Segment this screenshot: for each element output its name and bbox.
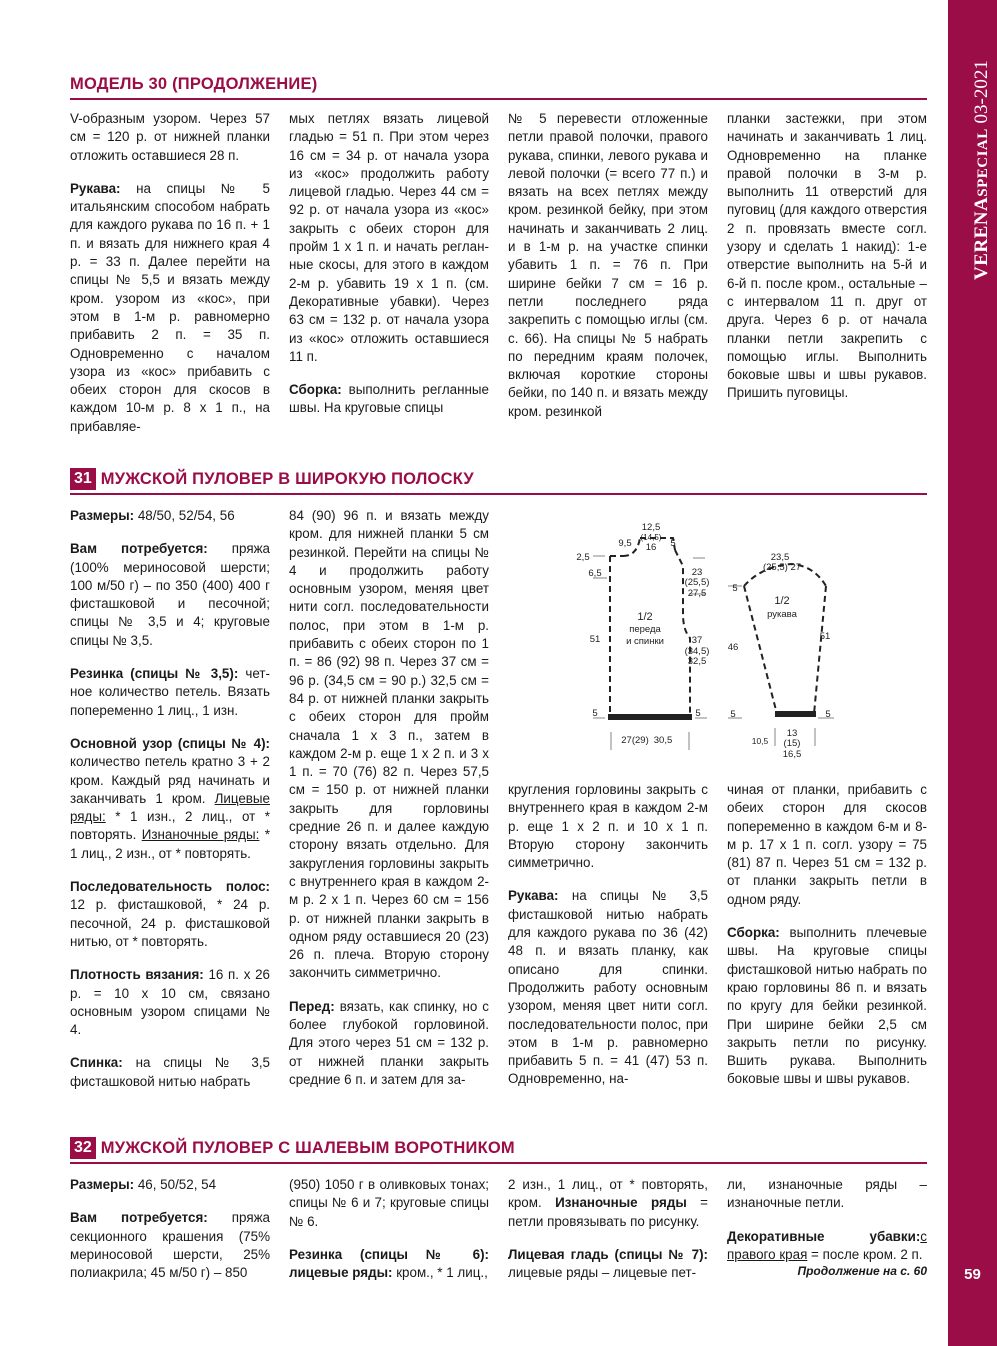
svg-text:16,5: 16,5 (782, 749, 802, 760)
paragraph-heading: Лицевая гладь (спицы № 7): (508, 1246, 708, 1262)
svg-text:10,5: 10,5 (751, 736, 769, 746)
paragraph-heading: Плотность вязания: (70, 967, 204, 983)
body-rib-band (608, 714, 692, 720)
section-31-col-2 (289, 507, 489, 1089)
svg-text:32,5: 32,5 (687, 656, 707, 667)
paragraph-text: на спицы № 5 итальянским способом набрать для каждого рукава по 16 п. + 1 п. и вязать для нижнего края 4 р. = 33 п. Далее перейти на спицы № 5,5 и вязать между кром. узором из «кос», при этом в 1-м р. равномерно прибавить 2 п. = 35 п. Одновременно с началом узора из «кос» прибавить с обеих сторон для скосов в каждом 10-м р. 8 х 1 п., на прибавляе- (70, 180, 270, 434)
section-32-number: 32 (70, 1137, 96, 1159)
paragraph-text: = после кром. 2 п. (807, 1246, 923, 1262)
paragraph (508, 887, 708, 1088)
svg-text:27(29): 27(29) (621, 735, 649, 746)
paragraph-heading: Изнаночные ряды (555, 1195, 687, 1211)
svg-text:5: 5 (592, 708, 598, 719)
paragraph (289, 998, 489, 1089)
section-32-header (70, 1137, 927, 1164)
paragraph (70, 665, 270, 720)
svg-text:(34,5): (34,5) (684, 646, 710, 657)
paragraph (289, 381, 489, 418)
section-30-title: МОДЕЛЬ 30 (ПРОДОЛЖЕНИЕ) (70, 75, 318, 93)
paragraph: (950) 1050 г в оливковых тонах; спицы № 6 и 7; круговые спицы № 6. (289, 1177, 489, 1229)
paragraph (727, 924, 927, 1089)
paragraph-heading: Размеры: (70, 508, 135, 523)
paragraph-heading: Размеры: (70, 1177, 135, 1192)
svg-text:5: 5 (670, 538, 676, 549)
brand-block (948, 55, 997, 295)
underlined-term: Изнаночные ряды: (141, 827, 260, 843)
underlined-term: Лицевые ряды: (70, 790, 270, 825)
section-30-header (70, 73, 927, 100)
continued-note: Продолжение на с. 60 (797, 1264, 927, 1278)
paragraph: 84 (90) 96 п. и вязать между кром. для нижней планки 5 см резинкой. Перейти на спицы № 4 и продолжить работу основным узором, меняя цвет нити согл. последовательности полос, при этом в 1-м р. прибавить с обеих сторон по 1 п. = 86 (92) 98 п. Через 37 см = 96 р. (34,5 см = 90 р.) 32,5 см = 84 р. от нижней планки закрыть с обеих сторон для пройм сначала 1 х 3 п., затем в каждом 2-м р. еще 1 х 2 п. и 3 х 1 п. = 70 (76) 82 п. Через 57,5 см = 150 р. от нижней планки закрыть для горловины средние 26 п. и далее каждую сторону вязать отдельно. Для закругления горловины закрыть с внутреннего края в каждом 2-м р. 2 х 1 п. Через 60 см = 156 р. от нижней планки закрыть в одном ряду оставшиеся 20 (23) 26 п. плеча. Вторую сторону закончить симметрично. (289, 508, 489, 981)
paragraph-text: на спицы № 3,5 фисташковой нитью набрать (70, 1055, 270, 1089)
section-32-col-1 (70, 1176, 270, 1282)
paragraph-text: четное количество петель. Вязать попеременно 1 лиц., 1 изн. (70, 666, 270, 718)
paragraph-heading: Перед: (289, 998, 335, 1014)
section-31-title: МУЖСКОЙ ПУЛОВЕР В ШИРОКУЮ ПОЛОСКУ (100, 470, 474, 488)
paragraph (70, 878, 270, 951)
paragraph-text: вязать, как спинку, но с более глубокой горловиной. Для этого через 51 см = 132 р. от нижней планки закрыть средние 6 п. и затем для за- (289, 998, 489, 1087)
svg-text:51: 51 (589, 634, 601, 645)
paragraph: планки застежки, при этом начинать и заканчивать 1 лиц. Одновременно на планке правой полочки в 3-м р. выполнить 11 отверстий для пуговиц (для каждого отверстия 2 п. провязать вместе согл. узору и сделать 1 накид): 1-е отверстие выполнить на 5-й и 6-й п. после кром., остальные – с интервалом 11 п. друг от друга. Через 6 р. от начала планки петли закрепить с помощью иглы. Выполнить боковые швы и швы рукавов. Пришить пуговицы. (727, 111, 927, 401)
paragraph-heading: Сборка: (289, 382, 342, 398)
underlined-term: с правого края (727, 1228, 927, 1262)
paragraph-heading: Вам потребуется: (70, 1210, 208, 1226)
svg-text:1/2: 1/2 (774, 595, 790, 607)
paragraph (70, 735, 270, 863)
svg-text:37: 37 (691, 635, 703, 646)
section-31-col-3 (508, 781, 708, 1089)
paragraph-text: пряжа (100% мериносовой шерсти; 100 м/50 г) – по 350 (400) 400 г фисташковой и песочной; спицы № 3,5 и 4; круговые спицы № 3,5. (70, 541, 270, 648)
sleeve-schematic (722, 546, 842, 766)
paragraph-text: кром., * 1 лиц., (392, 1265, 488, 1281)
paragraph-text: 48/50, 52/54, 56 (134, 508, 235, 523)
paragraph-text: лицевые ряды – лицевые пет- (508, 1265, 697, 1281)
svg-text:2,5: 2,5 (576, 552, 590, 563)
svg-text:46: 46 (727, 642, 739, 653)
section-32-col-2 (289, 1176, 489, 1282)
paragraph (508, 1246, 708, 1283)
paragraph (70, 1176, 270, 1194)
body-schematic (565, 518, 715, 763)
paragraph-text: 12 р. фисташковой, * 24 р. песочной, 24 р. фисташковой нитью, от * повторять. (70, 897, 270, 949)
paragraph-text: выполнить плечевые швы. На круговые спицы фисташковой нитью набрать по краю горловины 86 п. и вязать по кругу для бейки резинкой. При ширине бейки 2,5 см закрыть петли по рисунку. Вшить рукава. Выполнить боковые швы и швы рукавов. (727, 925, 927, 1087)
svg-text:23: 23 (691, 567, 703, 578)
section-30-col-1 (70, 110, 270, 436)
svg-text:(25,5) 27: (25,5) 27 (762, 562, 802, 573)
page-number: 59 (964, 1266, 981, 1283)
paragraph (508, 1176, 708, 1231)
paragraph-text: на спицы № 3,5 фисташковой нитью набрать для каждого рукава по 36 (42) 48 п. и вязать планку, как описано для спинки. Продолжить работу основным узором, меняя цвет нити согл. последовательности полос, при этом в 1-м р. равномерно прибавить 5 п. = 41 (47) 53 п. Одновременно, на- (508, 888, 708, 1087)
svg-text:рукава: рукава (767, 609, 797, 620)
section-31-number: 31 (70, 468, 96, 490)
svg-text:9,5: 9,5 (618, 538, 632, 549)
paragraph-text: 2 изн., 1 лиц., от * повторять, кром. (508, 1177, 708, 1211)
svg-text:12,5: 12,5 (641, 522, 661, 533)
svg-text:(15): (15) (783, 738, 801, 749)
svg-text:5: 5 (825, 709, 831, 720)
paragraph: чиная от планки, прибавить с обеих сторон для скосов попеременно в каждом 6-м и 8-м р. 17 х 1 п. согл. узору = 75 (81) 87 п. Через 51 см = 132 р. от планки закрыть петли в одном ряду. (727, 782, 927, 907)
section-30-col-3 (508, 110, 708, 421)
paragraph-text: количество петель кратно 3 + 2 кром. Каждый ряд начинать и заканчивать 1 кром. (70, 754, 270, 806)
paragraph-text: пряжа секционного крашения (75% мериносовой шерсти, 25% полиакрила; 45 м/50 г) – 850 (70, 1210, 270, 1281)
paragraph-heading: Декоративные убавки: (727, 1228, 921, 1244)
svg-text:6,5: 6,5 (588, 568, 602, 579)
svg-text:27,5: 27,5 (687, 588, 707, 599)
paragraph: № 5 перевести отложенные петли правой полочки, правого рукава, спинки, левого рукава и левой полочки (= всего 77 п.) и вязать на всех петлях между кром. резинкой бейку, при этом начинать и заканчивать 2 лиц. и в 1-м р. на участке спинки убавить 1 п. = 76 п. При ширине бейки 7 см = 16 р. петли последнего ряда закрепить с помощью иглы (см. с. 66). На спицы № 5 набрать по передним краям полочек, включая короткие стороны бейки, по 140 п. и вязать между кром. резинкой (508, 111, 708, 419)
svg-text:23,5: 23,5 (770, 552, 790, 563)
svg-text:16: 16 (645, 542, 657, 553)
brand-logo (972, 60, 993, 280)
paragraph: мых петлях вязать лицевой гладью = 51 п. При этом через 16 см = 34 р. от начала узора из «кос» продолжить работу лицевой гладью. Через 44 см = 92 р. от начала узора из «кос» закрыть с обеих сторон для пройм 1 х 1 п. и начать регланные скосы, для этого в каждом 2-м р. убавить 19 х 1 п. (см. Декоративные убавки). Через 63 см = 132 р. от начала узора из «кос» отложить оставшиеся 11 п. (289, 111, 489, 364)
svg-text:30,5: 30,5 (653, 735, 673, 746)
brand-name: VERENA (971, 196, 992, 280)
paragraph: ли, изнаночные ряды – изнаночные петли. (727, 1177, 927, 1211)
paragraph-heading: Рукава: (70, 180, 121, 196)
svg-text:1/2: 1/2 (637, 611, 653, 623)
svg-text:переда: переда (629, 624, 661, 635)
section-32-title: МУЖСКОЙ ПУЛОВЕР С ШАЛЕВЫМ ВОРОТНИКОМ (100, 1139, 515, 1157)
paragraph-text: 16 п. х 26 р. = 10 х 10 см, связано основным узором спицами № 4. (70, 967, 271, 1038)
paragraph (70, 966, 270, 1039)
paragraph-heading: Спинка: (70, 1055, 123, 1071)
section-31-header (70, 468, 927, 495)
paragraph-text: выполнить регланные швы. На круговые спицы (289, 382, 489, 416)
svg-text:5: 5 (695, 708, 701, 719)
issue-number: 03-2021 (971, 60, 992, 124)
paragraph (70, 540, 270, 650)
svg-text:13: 13 (786, 728, 798, 739)
paragraph-heading: Вам потребуется: (70, 541, 208, 557)
paragraph-heading: Сборка: (727, 925, 780, 941)
paragraph (289, 1246, 489, 1283)
paragraph (70, 1209, 270, 1282)
section-30-col-4 (727, 110, 927, 403)
section-31-col-4 (727, 781, 927, 1089)
svg-text:5: 5 (730, 709, 736, 720)
paragraph-heading: Основной узор (спицы № 4): (70, 735, 270, 751)
paragraph-heading: Резинка (спицы № 3,5): (70, 666, 239, 682)
paragraph (70, 507, 270, 525)
brand-special: SPECIAL (975, 128, 991, 197)
paragraph-text: = петли провязывать по рисунку. (508, 1195, 708, 1229)
sleeve-cuff-band (775, 711, 816, 717)
paragraph (70, 180, 270, 436)
paragraph-heading: Резинка (спицы № 6): лицевые ряды: (289, 1246, 489, 1281)
paragraph-heading: Рукава: (508, 888, 559, 904)
paragraph-heading: Последовательность полос: (70, 879, 270, 895)
section-31-col-1 (70, 507, 270, 1091)
svg-text:5: 5 (732, 583, 738, 594)
section-32-col-4 (727, 1176, 927, 1264)
paragraph: кругления горловины закрыть с внутреннего края в каждом 2-м р. еще 1 х 2 п. и 10 х 1 п. Вторую сторону закончить симметрично. (508, 782, 708, 871)
paragraph (727, 1228, 927, 1265)
section-30-col-2 (289, 110, 489, 418)
paragraph-text: * 1 лиц., 2 изн., от * повторять. (70, 827, 270, 861)
paragraph-text: * 1 изн., 2 лиц., от * повторять. (70, 809, 270, 843)
paragraph-text: 46, 50/52, 54 (134, 1177, 217, 1192)
paragraph: V-образным узором. Через 57 см = 120 р. от нижней планки отложить оставшиеся 28 п. (70, 111, 270, 163)
svg-text:(25,5): (25,5) (684, 577, 710, 588)
svg-text:51: 51 (819, 631, 831, 642)
svg-text:и спинки: и спинки (626, 636, 664, 647)
svg-text:(14,5): (14,5) (640, 533, 662, 542)
paragraph (70, 1054, 270, 1091)
section-32-col-3 (508, 1176, 708, 1282)
